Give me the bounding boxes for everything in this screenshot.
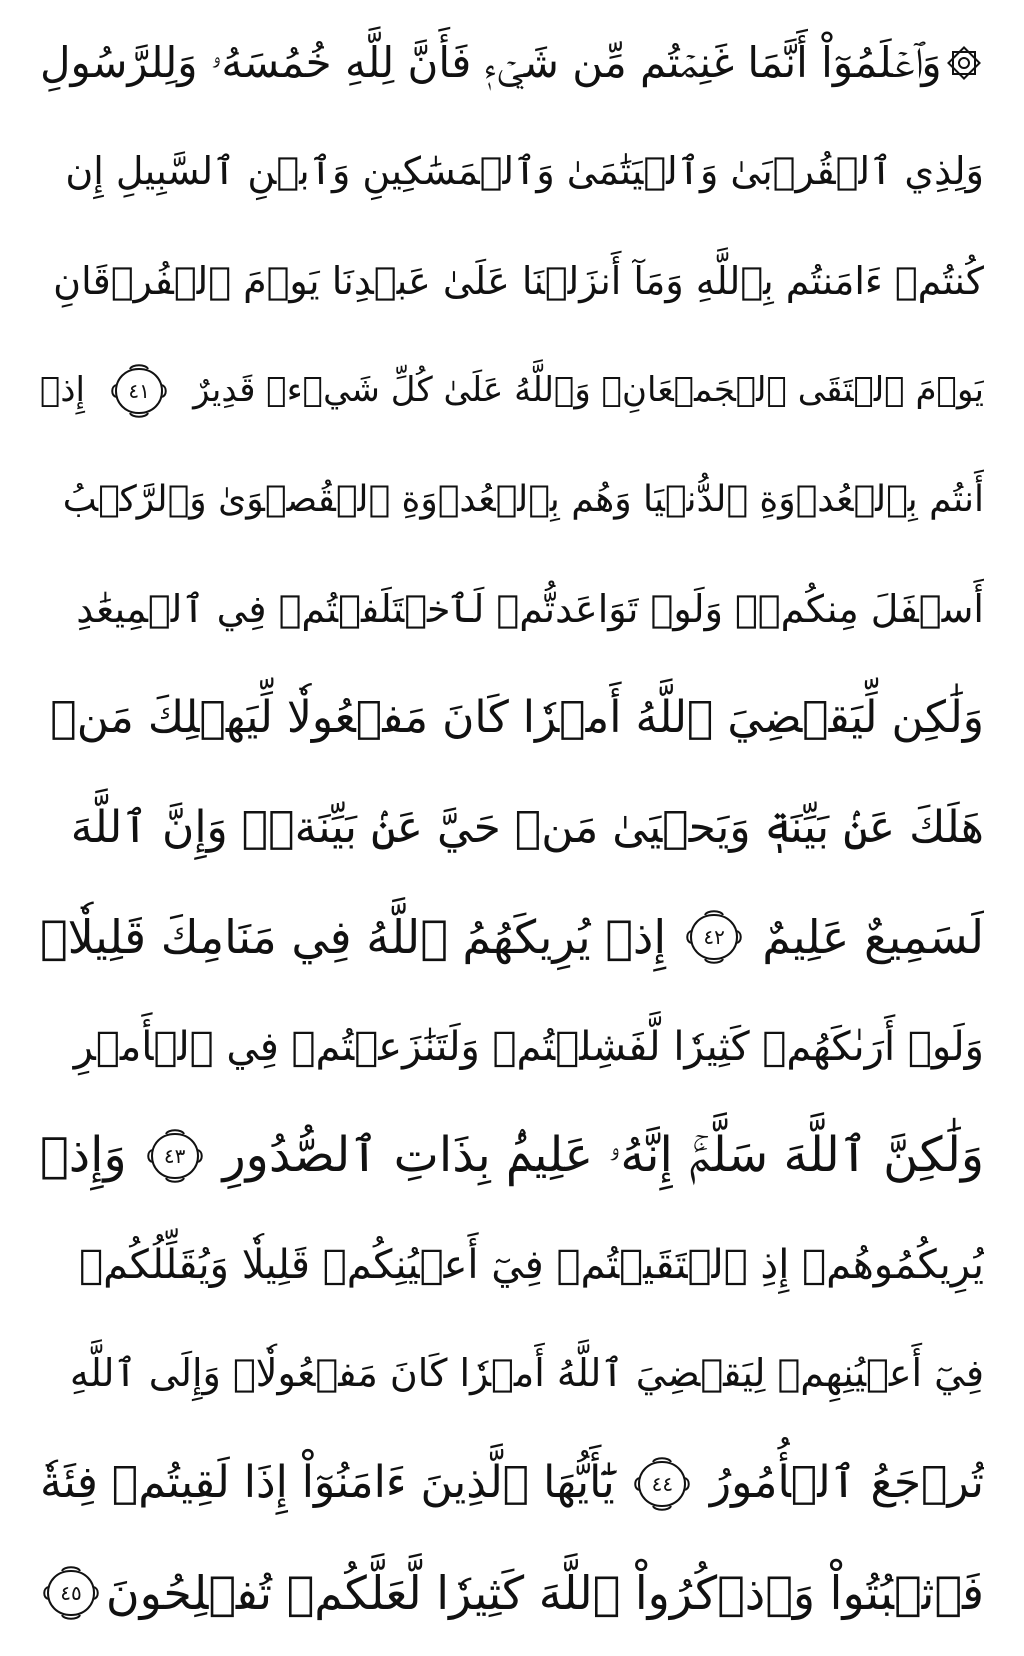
verse-line bbox=[40, 1107, 984, 1205]
verse-line bbox=[40, 342, 984, 440]
verse-text: لَسَمِيعٌ عَلِيمٌ bbox=[762, 909, 984, 964]
verse-line bbox=[40, 670, 984, 768]
verse-text: تُرۡجَعُ ٱلۡأُمُورُ bbox=[709, 1457, 984, 1509]
verse-line bbox=[40, 1325, 984, 1423]
verse-text: وَلَوۡ أَرَىٰكَهُمۡ كَثِيرٗا لَّفَشِلۡتُمۡ وَلَتَنَٰزَعۡتُمۡ فِي ٱلۡأَمۡرِ bbox=[73, 1023, 984, 1070]
ayah-end-marker bbox=[40, 1565, 102, 1621]
verse-line bbox=[40, 451, 984, 549]
ayah-end-marker bbox=[144, 1128, 206, 1184]
ayah-end-marker bbox=[631, 1456, 693, 1512]
verse-line bbox=[40, 1435, 984, 1533]
ayah-number: ٤٢ bbox=[703, 925, 725, 950]
verse-text: أَسۡفَلَ مِنكُمۡۚ وَلَوۡ تَوَاعَدتُّمۡ لَٱخۡتَلَفۡتُمۡ فِي ٱلۡمِيعَٰدِ bbox=[76, 586, 984, 631]
verse-text: كُنتُمۡ ءَامَنتُم بِٱللَّهِ وَمَآ أَنزَلۡنَا عَلَىٰ عَبۡدِنَا يَوۡمَ ٱلۡفُرۡقَانِ bbox=[53, 258, 984, 303]
verse-text: وَلِذِي ٱلۡقُرۡبَىٰ وَٱلۡيَتَٰمَىٰ وَٱلۡمَسَٰكِينِ وَٱبۡنِ ٱلسَّبِيلِ إِن bbox=[65, 149, 984, 194]
ayah-end-marker bbox=[108, 363, 170, 419]
verse-text: يُرِيكُمُوهُمۡ إِذِ ٱلۡتَقَيۡتُمۡ فِيٓ أَعۡيُنِكُمۡ قَلِيلٗا وَيُقَلِّلُكُمۡ bbox=[79, 1242, 984, 1289]
verse-text: إِذۡ يُرِيكَهُمُ ٱللَّهُ فِي مَنَامِكَ قَلِيلٗاۖ bbox=[40, 909, 667, 964]
verse-lines bbox=[40, 14, 984, 1642]
verse-text: يَٰٓأَيُّهَا ٱلَّذِينَ ءَامَنُوٓاْ إِذَا لَقِيتُمۡ فِئَةٗ bbox=[40, 1457, 615, 1509]
verse-text: وَإِذۡ bbox=[40, 1127, 127, 1184]
verse-line bbox=[40, 779, 984, 877]
verse-line bbox=[40, 560, 984, 658]
verse-text: فِيٓ أَعۡيُنِهِمۡ لِيَقۡضِيَ ٱللَّهُ أَمۡرٗا كَانَ مَفۡعُولٗاۗ وَإِلَى ٱللَّهِ bbox=[69, 1351, 984, 1396]
rub-el-hizb-icon bbox=[944, 43, 984, 83]
verse-line bbox=[40, 1544, 984, 1642]
verse-text: إِذۡ bbox=[40, 370, 85, 411]
verse-line bbox=[40, 233, 984, 331]
verse-text: هَلَكَ عَنۢ بَيِّنَةٖ وَيَحۡيَىٰ مَنۡ حَيَّ عَنۢ بَيِّنَةٖۗ وَإِنَّ ٱللَّهَ bbox=[70, 801, 984, 853]
verse-text: وَٱعۡلَمُوٓاْ أَنَّمَا غَنِمۡتُم مِّن شَيۡءٖ فَأَنَّ لِلَّهِ خُمُسَهُۥ وَلِلرَّسُولِ bbox=[40, 37, 942, 87]
ayah-number: ٤٤ bbox=[651, 1471, 674, 1496]
verse-line bbox=[40, 888, 984, 986]
verse-text: يَوۡمَ ٱلۡتَقَى ٱلۡجَمۡعَانِۗ وَٱللَّهُ عَلَىٰ كُلِّ شَيۡءٖ قَدِيرٌ bbox=[193, 370, 984, 411]
ayah-number: ٤٣ bbox=[163, 1143, 186, 1168]
verse-text: وَلَٰكِن لِّيَقۡضِيَ ٱللَّهُ أَمۡرٗا كَانَ مَفۡعُولٗا لِّيَهۡلِكَ مَنۡ bbox=[50, 692, 984, 744]
verse-text: فَٱثۡبُتُواْ وَٱذۡكُرُواْ ٱللَّهَ كَثِيرٗا لَّعَلَّكُمۡ تُفۡلِحُونَ bbox=[105, 1565, 984, 1620]
verse-line bbox=[40, 123, 984, 221]
verse-line bbox=[40, 1216, 984, 1314]
verse-line bbox=[40, 998, 984, 1096]
ayah-number: ٤٥ bbox=[60, 1580, 82, 1605]
ayah-end-marker bbox=[683, 909, 745, 965]
verse-text: أَنتُم بِٱلۡعُدۡوَةِ ٱلدُّنۡيَا وَهُم بِٱلۡعُدۡوَةِ ٱلۡقُصۡوَىٰ وَٱلرَّكۡبُ bbox=[62, 479, 984, 521]
ayah-number: ٤١ bbox=[128, 378, 150, 403]
verse-text: وَلَٰكِنَّ ٱللَّهَ سَلَّمَۚ إِنَّهُۥ عَلِيمُۢ بِذَاتِ ٱلصُّدُورِ bbox=[222, 1127, 984, 1184]
verse-line bbox=[40, 14, 984, 112]
